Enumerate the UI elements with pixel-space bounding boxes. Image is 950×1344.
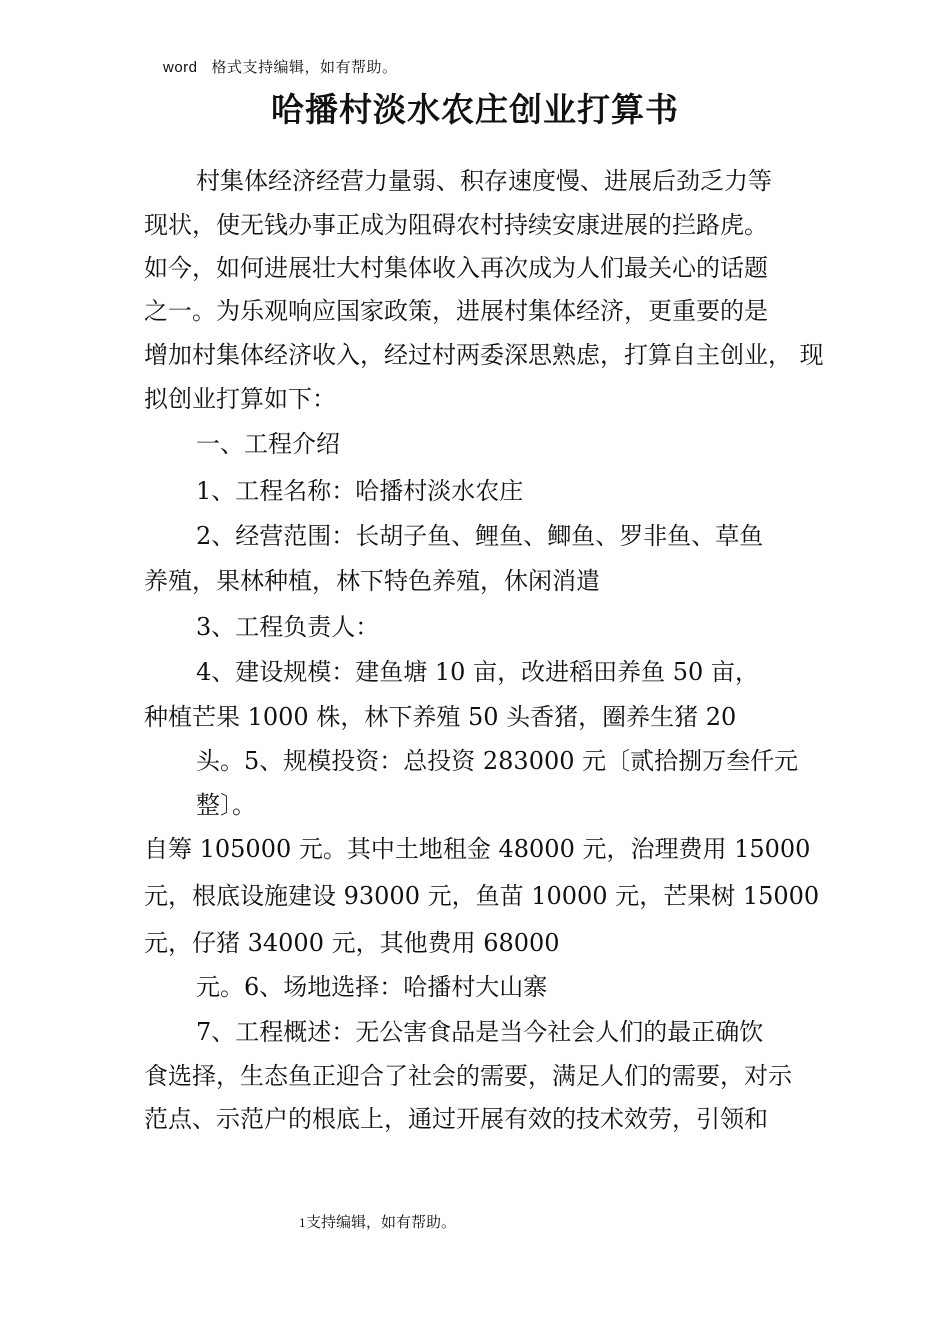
header-note-text: 格式支持编辑，如有帮助。 [211,58,398,76]
body-line: 养殖，果林种植，林下特色养殖，休闲消遣 [144,567,600,595]
body-line: 增加村集体经济收入，经过村两委深思熟虑，打算自主创业， 现 [144,341,824,369]
body-line: 之一。为乐观响应国家政策，进展村集体经济，更重要的是 [144,297,768,325]
body-line: 整〕。 [196,791,256,819]
body-line: 7、工程概述：无公害食品是当今社会人们的最正确饮 [196,1018,764,1046]
section-heading: 一、工程介绍 [196,430,340,458]
body-line: 自筹 105000 元。其中土地租金 48000 元，治理费用 15000 [144,835,811,863]
body-line: 1、工程名称：哈播村淡水农庄 [196,477,524,505]
body-line: 如今，如何进展壮大村集体收入再次成为人们最关心的话题 [144,254,768,282]
body-line: 村集体经济经营力量弱、积存速度慢、进展后劲乏力等 [196,167,772,195]
header-word-label: word [163,59,198,76]
body-line: 食选择，生态鱼正迎合了社会的需要，满足人们的需要，对示 [144,1062,792,1090]
body-line: 种植芒果 1000 株，林下养殖 50 头香猪，圈养生猪 20 [144,703,737,731]
document-title: 哈播村淡水农庄创业打算书 [271,90,679,129]
body-line: 4、建设规模：建鱼塘 10 亩，改进稻田养鱼 50 亩， [196,658,759,686]
body-line: 拟创业打算如下： [144,385,336,413]
body-line: 元，仔猪 34000 元，其他费用 68000 [144,929,560,957]
footer-note [299,1212,456,1234]
body-line: 头。5、规模投资：总投资 283000 元〔贰拾捌万叁仟元 [196,747,799,775]
header-note [163,56,398,77]
body-line: 元，根底设施建设 93000 元，鱼苗 10000 元，芒果树 15000 [144,882,820,910]
page-number: 1 [299,1217,306,1230]
body-line: 2、经营范围：长胡子鱼、鲤鱼、鲫鱼、罗非鱼、草鱼 [196,522,764,550]
body-line: 现状，使无钱办事正成为阻碍农村持续安康进展的拦路虎。 [144,211,768,239]
body-line: 3、工程负责人： [196,613,380,641]
body-line: 元。6、场地选择：哈播村大山寨 [196,973,548,1001]
footer-note-text: 支持编辑，如有帮助。 [306,1213,457,1231]
body-line: 范点、示范户的根底上，通过开展有效的技术效劳，引领和 [144,1105,768,1133]
